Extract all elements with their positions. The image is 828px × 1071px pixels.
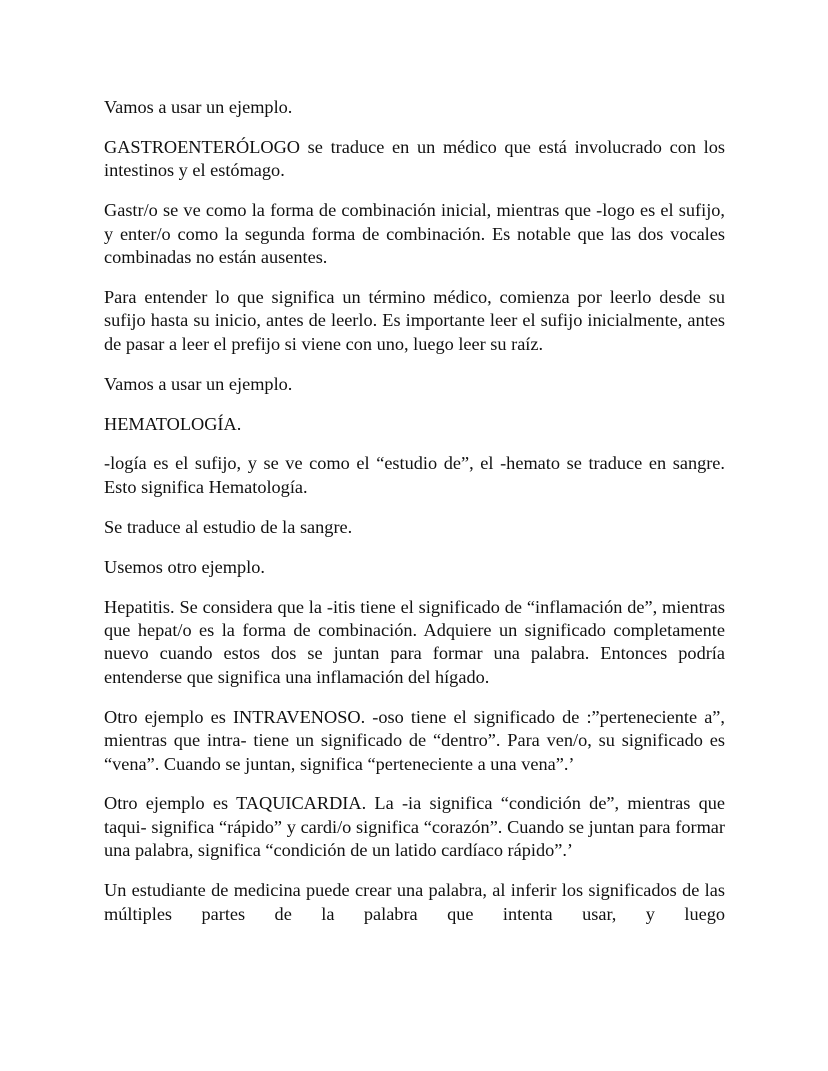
paragraph: Gastr/o se ve como la forma de combinación inicial, mientras que -logo es el sufijo, y enter/o como la segunda forma de combinación. Es notable que las dos vocales combinadas no están ausentes. — [104, 200, 725, 268]
paragraph: GASTROENTERÓLOGO se traduce en un médico que está involucrado con los intestinos y el estómago. — [104, 136, 725, 181]
paragraph: Otro ejemplo es TAQUICARDIA. La -ia significa “condición de”, mientras que taqui- significa “rápido” y cardi/o significa “corazón”. Cuando se juntan para formar una palabra, significa “condición de un latido cardíaco rápido”.’ — [104, 793, 725, 861]
paragraph: Se traduce al estudio de la sangre. — [104, 516, 353, 537]
paragraph: Otro ejemplo es INTRAVENOSO. -oso tiene el significado de :”perteneciente a”, mientras que intra- tiene un significado de “dentro”. Para ven/o, su significado es “vena”. Cuando se juntan, significa “perteneciente a una vena”.’ — [104, 706, 725, 774]
paragraph: Para entender lo que significa un término médico, comienza por leerlo desde su sufijo hasta su inicio, antes de leerlo. Es importante leer el sufijo inicialmente, antes de pasar a leer el prefijo si viene con uno, luego leer su raíz. — [104, 286, 725, 354]
paragraph: Vamos a usar un ejemplo. — [104, 97, 293, 117]
document-page — [104, 96, 725, 942]
paragraph: -logía es el sufijo, y se ve como el “estudio de”, el -hemato se traduce en sangre. Esto significa Hematología. — [104, 453, 725, 497]
paragraph: Vamos a usar un ejemplo. — [104, 373, 293, 394]
paragraph: Usemos otro ejemplo. — [104, 556, 265, 577]
paragraph: Un estudiante de medicina puede crear una palabra, al inferir los significados de las múltiples partes de la palabra que intenta usar, y luego — [104, 880, 725, 924]
paragraph: Hepatitis. Se considera que la -itis tiene el significado de “inflamación de”, mientras que hepat/o es la forma de combinación. Adquiere un significado completamente nuevo cuando estos dos se juntan para formar una palabra. Entonces podría entenderse que significa una inflamación del hígado. — [104, 596, 725, 687]
paragraph: HEMATOLOGÍA. — [104, 413, 242, 434]
